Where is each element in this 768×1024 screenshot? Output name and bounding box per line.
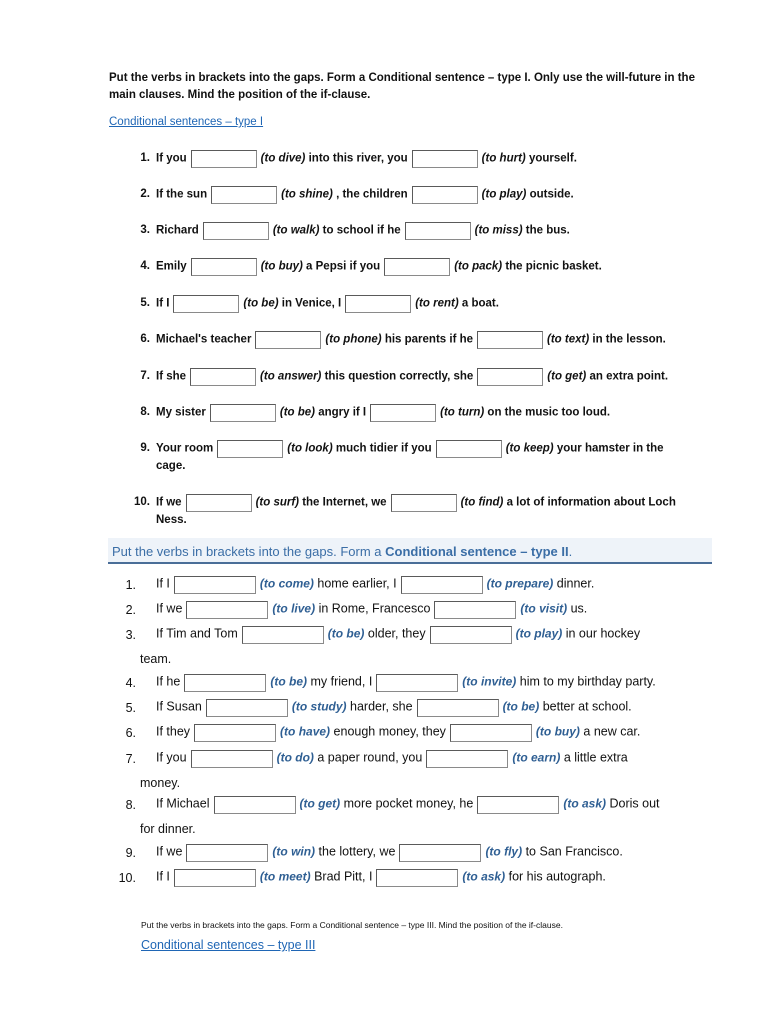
exercise-sentence: [156, 148, 577, 168]
exercise-sentence: [156, 574, 594, 592]
answer-gap-1[interactable]: [190, 368, 256, 386]
verb-hint-2: (to turn): [440, 406, 485, 419]
verb-hint-2: (to ask): [462, 869, 506, 884]
exercise-sentence: [156, 438, 664, 458]
sentence-end: the picnic basket.: [505, 260, 602, 273]
answer-gap-2[interactable]: [376, 674, 458, 692]
verb-hint-1: (to live): [272, 601, 316, 616]
sentence-start: If Michael: [156, 796, 210, 811]
verb-hint-2: (to play): [515, 626, 563, 641]
verb-hint-1: (to dive): [260, 152, 306, 165]
sentence-end: to San Francisco.: [525, 844, 623, 859]
answer-gap-2[interactable]: [391, 494, 457, 512]
exercise-sentence: [156, 220, 570, 240]
item-number: 6.: [140, 333, 150, 345]
sentence-start: If he: [156, 674, 181, 689]
verb-hint-1: (to buy): [260, 260, 303, 273]
item-number: 2.: [140, 188, 150, 200]
sentence-start: If you: [156, 750, 187, 765]
item-number: 8.: [140, 406, 150, 418]
answer-gap-1[interactable]: [255, 331, 321, 349]
exercise-sentence: [156, 624, 640, 642]
answer-gap-1[interactable]: [242, 626, 324, 644]
sentence-middle: in Venice, I: [281, 297, 342, 310]
sentence-start: If I: [156, 576, 170, 591]
answer-gap-1[interactable]: [173, 295, 239, 313]
section1-instruction: Put the verbs in brackets into the gaps. Form a Conditional sentence – type I. Only use the will-future in the main clauses. Mind the position of the if-clause.: [109, 72, 695, 101]
sentence-middle: my friend, I: [310, 674, 373, 689]
answer-gap-1[interactable]: [174, 869, 256, 887]
sentence-end: yourself.: [528, 152, 577, 165]
sentence-continuation: money.: [140, 776, 181, 790]
answer-gap-1[interactable]: [194, 724, 276, 742]
sentence-end: us.: [570, 601, 588, 616]
verb-hint-1: (to be): [243, 297, 279, 310]
verb-hint-2: (to invite): [462, 674, 517, 689]
verb-hint-2: (to be): [502, 699, 540, 714]
answer-gap-2[interactable]: [434, 601, 516, 619]
sentence-start: If I: [156, 869, 170, 884]
sentence-start: If we: [156, 496, 182, 509]
exercise-sentence: [156, 672, 656, 690]
sentence-middle: a Pepsi if you: [306, 260, 381, 273]
verb-hint-2: (to play): [481, 188, 527, 201]
exercise-sentence: [156, 256, 602, 276]
sentence-end: Doris out: [609, 796, 660, 811]
exercise-sentence: [156, 184, 574, 204]
answer-gap-2[interactable]: [477, 331, 543, 349]
verb-hint-1: (to surf): [255, 496, 299, 509]
sentence-continuation: cage.: [156, 460, 186, 472]
verb-hint-1: (to look): [287, 442, 333, 455]
exercise-sentence: [156, 599, 587, 617]
answer-gap-2[interactable]: [370, 404, 436, 422]
answer-gap-2[interactable]: [412, 186, 478, 204]
answer-gap-1[interactable]: [186, 494, 252, 512]
answer-gap-1[interactable]: [191, 150, 257, 168]
answer-gap-1[interactable]: [174, 576, 256, 594]
answer-gap-2[interactable]: [417, 699, 499, 717]
verb-hint-1: (to be): [279, 406, 315, 419]
exercise-sentence: [156, 748, 628, 766]
verb-hint-1: (to win): [272, 844, 316, 859]
sentence-middle: Brad Pitt, I: [314, 869, 373, 884]
item-number: 6.: [125, 726, 136, 740]
item-number: 3.: [125, 628, 136, 642]
answer-gap-1[interactable]: [186, 844, 268, 862]
item-number: 5.: [125, 701, 136, 715]
sentence-middle: a paper round, you: [317, 750, 423, 765]
sentence-continuation: Ness.: [156, 514, 187, 526]
sentence-middle: more pocket money, he: [343, 796, 474, 811]
sentence-middle: his parents if he: [384, 333, 474, 346]
exercise-sentence: [156, 867, 606, 885]
verb-hint-1: (to shine): [281, 188, 333, 201]
verb-hint-2: (to fly): [485, 844, 523, 859]
item-number: 10.: [134, 496, 150, 508]
exercise-sentence: [156, 402, 610, 422]
answer-gap-2[interactable]: [376, 869, 458, 887]
sentence-end: in the lesson.: [592, 333, 666, 346]
sentence-start: If the sun: [156, 188, 208, 201]
sentence-middle: angry if I: [318, 406, 367, 419]
item-number: 10.: [118, 871, 136, 885]
sentence-end: an extra point.: [589, 370, 669, 383]
answer-gap-1[interactable]: [186, 601, 268, 619]
sentence-end: a little extra: [563, 750, 628, 765]
section3-link[interactable]: Conditional sentences – type III: [141, 938, 316, 952]
sentence-start: If Susan: [156, 699, 202, 714]
sentence-middle: , the children: [336, 188, 408, 201]
section1-link[interactable]: Conditional sentences – type I: [109, 116, 264, 128]
item-number: 9.: [140, 442, 150, 454]
sentence-end: better at school.: [542, 699, 632, 714]
sentence-continuation: team.: [140, 652, 172, 666]
sentence-end: a lot of information about Loch: [506, 496, 676, 509]
sentence-start: If Tim and Tom: [156, 626, 238, 641]
verb-hint-2: (to get): [547, 370, 587, 383]
verb-hint-2: (to keep): [505, 442, 554, 455]
sentence-end: a boat.: [461, 297, 499, 310]
exercise-sentence: [156, 492, 676, 512]
sentence-end: your hamster in the: [556, 442, 664, 455]
section2-instruction-post: .: [568, 544, 573, 559]
answer-gap-1[interactable]: [211, 186, 277, 204]
sentence-end: in our hockey: [565, 626, 641, 641]
sentence-start: If we: [156, 601, 183, 616]
verb-hint-2: (to prepare): [486, 576, 554, 591]
section2-instruction-pre: Put the verbs in brackets into the gaps. Form a: [112, 544, 386, 559]
sentence-end: outside.: [529, 188, 574, 201]
answer-gap-2[interactable]: [426, 750, 508, 768]
verb-hint-2: (to text): [547, 333, 590, 346]
sentence-end: a new car.: [583, 724, 641, 739]
sentence-start: If you: [156, 152, 187, 165]
item-number: 3.: [140, 224, 150, 236]
sentence-middle: into this river, you: [308, 152, 408, 165]
answer-gap-1[interactable]: [214, 796, 296, 814]
answer-gap-1[interactable]: [206, 699, 288, 717]
sentence-start: Emily: [156, 260, 187, 273]
sentence-start: If I: [156, 297, 170, 310]
sentence-start: If we: [156, 844, 183, 859]
verb-hint-2: (to find): [460, 496, 504, 509]
answer-gap-1[interactable]: [217, 440, 283, 458]
verb-hint-1: (to be): [327, 626, 365, 641]
exercise-sentence: [156, 842, 623, 860]
sentence-start: Your room: [156, 442, 214, 455]
sentence-middle: in Rome, Francesco: [318, 601, 431, 616]
sentence-middle: the Internet, we: [302, 496, 387, 509]
answer-gap-2[interactable]: [384, 258, 450, 276]
verb-hint-1: (to do): [276, 750, 314, 765]
item-number: 9.: [125, 846, 136, 860]
verb-hint-1: (to meet): [259, 869, 311, 884]
item-number: 4.: [140, 260, 150, 272]
exercise-sentence: [156, 293, 499, 313]
answer-gap-1[interactable]: [191, 750, 273, 768]
sentence-middle: to school if he: [322, 224, 401, 237]
item-number: 1.: [125, 578, 136, 592]
exercise-sentence: [156, 722, 640, 740]
item-number: 4.: [125, 676, 136, 690]
sentence-middle: harder, she: [350, 699, 413, 714]
exercise-sentence: [156, 697, 632, 715]
answer-gap-1[interactable]: [210, 404, 276, 422]
verb-hint-1: (to walk): [272, 224, 320, 237]
verb-hint-1: (to phone): [325, 333, 382, 346]
exercise-sentence: [156, 794, 660, 812]
answer-gap-1[interactable]: [203, 222, 269, 240]
sentence-middle: enough money, they: [333, 724, 446, 739]
verb-hint-1: (to come): [259, 576, 314, 591]
answer-gap-1[interactable]: [191, 258, 257, 276]
verb-hint-2: (to ask): [563, 796, 607, 811]
answer-gap-2[interactable]: [405, 222, 471, 240]
sentence-middle: older, they: [367, 626, 426, 641]
verb-hint-2: (to pack): [454, 260, 503, 273]
verb-hint-2: (to visit): [520, 601, 568, 616]
sentence-start: Richard: [156, 224, 199, 237]
sentence-start: My sister: [156, 406, 206, 419]
exercise-sentence: [156, 329, 666, 349]
sentence-middle: much tidier if you: [335, 442, 432, 455]
verb-hint-2: (to buy): [535, 724, 580, 739]
sentence-continuation: for dinner.: [140, 822, 196, 836]
sentence-middle: this question correctly, she: [324, 370, 474, 383]
verb-hint-2: (to miss): [474, 224, 523, 237]
section2-instruction-bold: Conditional sentence – type II: [385, 544, 569, 559]
answer-gap-2[interactable]: [450, 724, 532, 742]
sentence-end: dinner.: [556, 576, 595, 591]
section3-instruction: Put the verbs in brackets into the gaps. Form a Conditional sentence – type III. Mind the position of the if-clause.: [141, 920, 563, 930]
item-number: 5.: [140, 297, 150, 309]
answer-gap-2[interactable]: [477, 796, 559, 814]
exercise-sentence: [156, 366, 668, 386]
answer-gap-2[interactable]: [430, 626, 512, 644]
answer-gap-2[interactable]: [401, 576, 483, 594]
verb-hint-1: (to study): [291, 699, 347, 714]
verb-hint-1: (to have): [280, 724, 331, 739]
verb-hint-2: (to rent): [415, 297, 459, 310]
answer-gap-2[interactable]: [477, 368, 543, 386]
sentence-start: Michael's teacher: [156, 333, 252, 346]
verb-hint-2: (to earn): [512, 750, 561, 765]
sentence-end: him to my birthday party.: [519, 674, 656, 689]
item-number: 1.: [140, 152, 150, 164]
sentence-middle: the lottery, we: [318, 844, 396, 859]
item-number: 2.: [125, 603, 136, 617]
section2-instruction: [112, 544, 572, 559]
item-number: 8.: [125, 798, 136, 812]
item-number: 7.: [125, 752, 136, 766]
sentence-end: for his autograph.: [508, 869, 606, 884]
sentence-end: on the music too loud.: [487, 406, 611, 419]
verb-hint-1: (to be): [270, 674, 307, 689]
answer-gap-2[interactable]: [345, 295, 411, 313]
sentence-end: the bus.: [525, 224, 570, 237]
sentence-start: If they: [156, 724, 191, 739]
verb-hint-1: (to get): [299, 796, 341, 811]
answer-gap-2[interactable]: [412, 150, 478, 168]
answer-gap-2[interactable]: [436, 440, 502, 458]
sentence-start: If she: [156, 370, 187, 383]
answer-gap-1[interactable]: [184, 674, 266, 692]
verb-hint-2: (to hurt): [481, 152, 526, 165]
verb-hint-1: (to answer): [260, 370, 322, 383]
sentence-middle: home earlier, I: [317, 576, 397, 591]
item-number: 7.: [140, 370, 150, 382]
answer-gap-2[interactable]: [399, 844, 481, 862]
